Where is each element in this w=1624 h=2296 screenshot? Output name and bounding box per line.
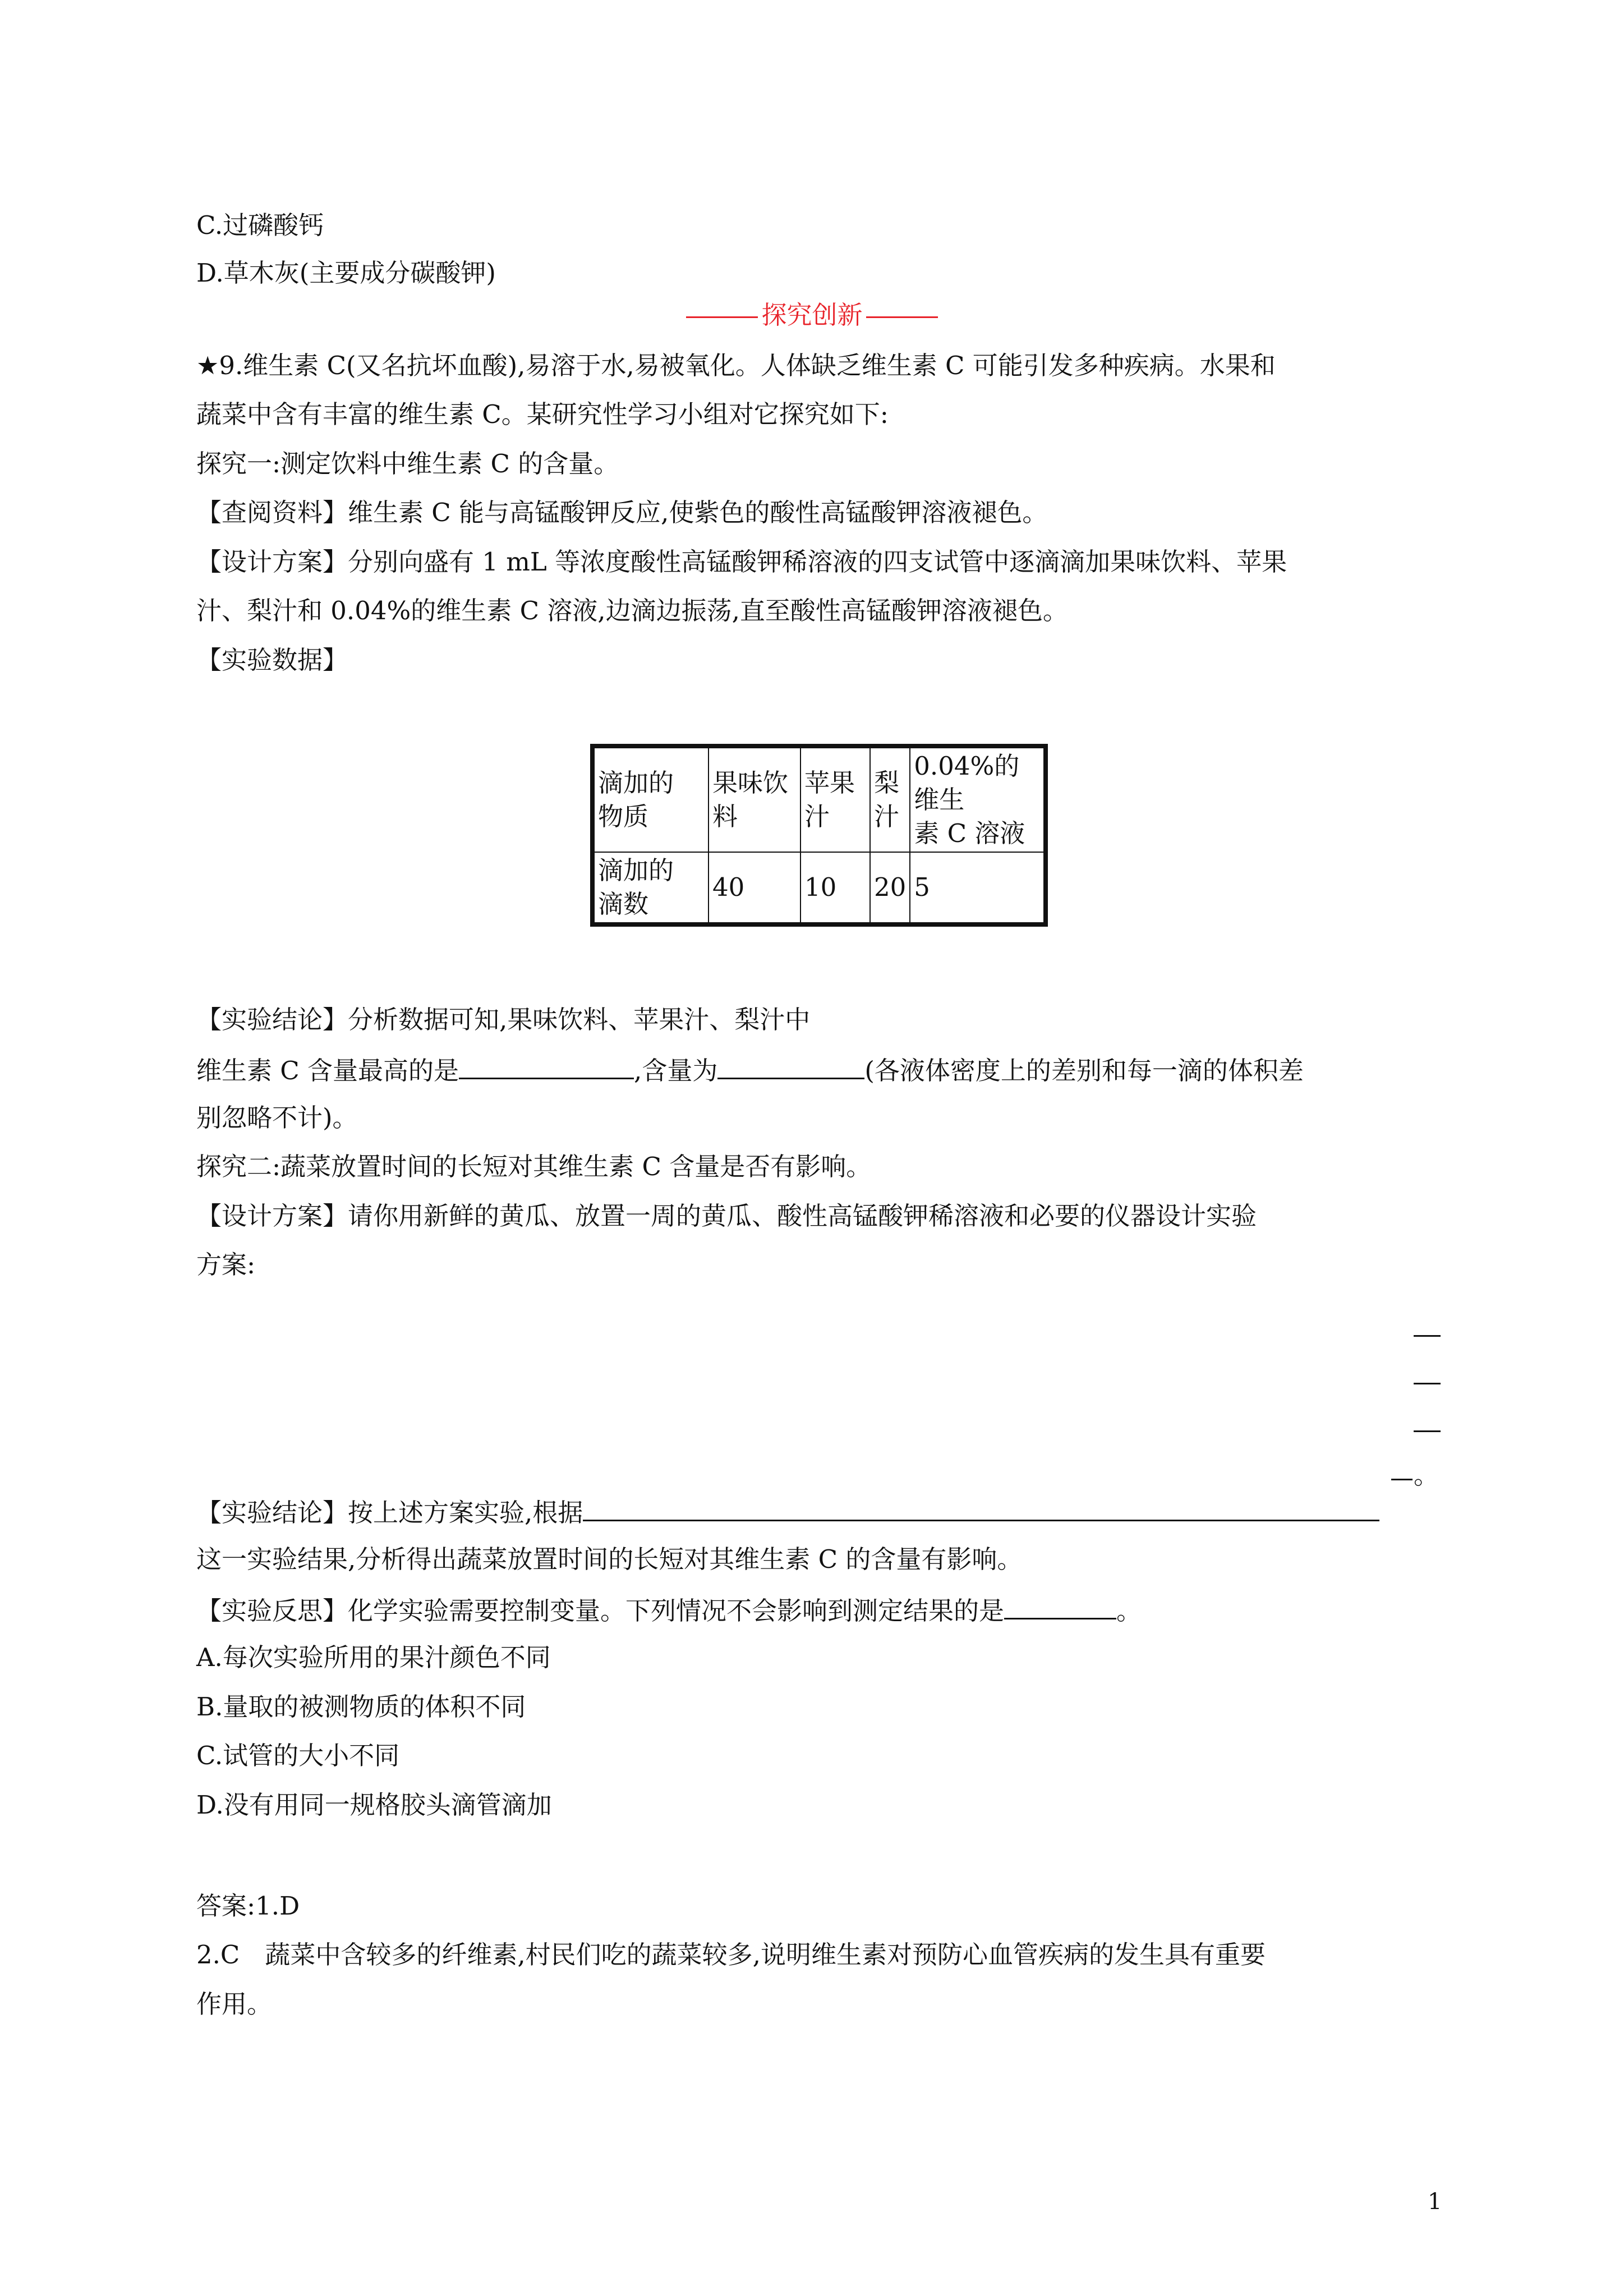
table-cell: 5 xyxy=(910,852,1046,924)
design-plan-line-2: 汁、梨汁和 0.04%的维生素 C 溶液,边滴边振荡,直至酸性高锰酸钾溶液褪色。 xyxy=(196,596,1068,625)
table-cell: 20 xyxy=(870,852,910,924)
table-cell: 40 xyxy=(709,852,801,924)
conclusion-1-line-2: 维生素 C 含量最高的是 ,含量为 (各液体密度上的差别和每一滴的体积差 xyxy=(196,1051,1304,1089)
answer-blank-reflection[interactable] xyxy=(1004,1591,1116,1619)
option-a: A.每次实验所用的果汁颜色不同 xyxy=(196,1642,551,1672)
header-cell: 苹果 汁 xyxy=(801,746,870,852)
q9-intro-line-2: 蔬菜中含有丰富的维生素 C。某研究性学习小组对它探究如下: xyxy=(196,399,889,429)
conclusion-1-line-3: 别忽略不计)。 xyxy=(196,1103,358,1133)
page-number: 1 xyxy=(1428,2189,1442,2215)
header-cell: 0.04%的 维生 素 C 溶液 xyxy=(910,746,1046,852)
star-icon: ★ xyxy=(196,351,219,380)
heading-right-rule xyxy=(866,316,938,318)
option-c: C.试管的大小不同 xyxy=(196,1741,400,1770)
header-cell: 滴加的 物质 xyxy=(592,746,709,852)
end-punctuation: 。 xyxy=(1414,1460,1439,1490)
design-plan-line-1: 【设计方案】分别向盛有 1 mL 等浓度酸性高锰酸钾稀溶液的四支试管中逐滴滴加果味饮料、苹果 xyxy=(196,547,1287,577)
answer-line-1: 答案:1.D xyxy=(196,1891,300,1921)
answer-line-2: 2.C 蔬菜中含较多的纤维素,村民们吃的蔬菜较多,说明维生素对预防心血管疾病的发生具有重要 xyxy=(196,1940,1266,1970)
answer-blank-line[interactable] xyxy=(1414,1383,1441,1384)
section-heading xyxy=(0,297,1624,333)
answer-line-3: 作用。 xyxy=(196,1989,273,2019)
q9-intro-line-1: ★9.维生素 C(又名抗坏血酸),易溶于水,易被氧化。人体缺乏维生素 C 可能引发多种疾病。水果和 xyxy=(196,351,1276,380)
option-b: B.量取的被测物质的体积不同 xyxy=(196,1692,526,1722)
experiment-data-table xyxy=(590,744,1048,927)
option-d-prev: D.草木灰(主要成分碳酸钾) xyxy=(196,258,496,288)
answer-blank-line[interactable] xyxy=(1414,1335,1441,1337)
heading-left-rule xyxy=(686,316,758,318)
design-plan-2-line-2: 方案: xyxy=(196,1250,256,1280)
design-plan-2-line-1: 【设计方案】请你用新鲜的黄瓜、放置一周的黄瓜、酸性高锰酸钾稀溶液和必要的仪器设计实验 xyxy=(196,1201,1257,1231)
answer-blank-highest[interactable] xyxy=(459,1051,634,1079)
option-d: D.没有用同一规格胶头滴管滴加 xyxy=(196,1790,552,1820)
reflection-line: 【实验反思】化学实验需要控制变量。下列情况不会影响到测定结果的是 。 xyxy=(196,1591,1142,1629)
answer-blank-line[interactable] xyxy=(1414,1430,1441,1432)
conclusion-2-line-1: 【实验结论】按上述方案实验,根据 xyxy=(196,1493,1379,1531)
consult-data: 【查阅资料】维生素 C 能与高锰酸钾反应,使紫色的酸性高锰酸钾溶液褪色。 xyxy=(196,498,1048,527)
table-cell: 10 xyxy=(801,852,870,924)
row-label-cell: 滴加的 滴数 xyxy=(592,852,709,924)
conclusion-1-line-1: 【实验结论】分析数据可知,果味饮料、苹果汁、梨汁中 xyxy=(196,1005,811,1034)
header-cell: 梨 汁 xyxy=(870,746,910,852)
table-row xyxy=(592,852,1046,924)
header-cell: 果味饮 料 xyxy=(709,746,801,852)
answer-blank-line[interactable] xyxy=(1391,1479,1413,1480)
inquiry-two: 探究二:蔬菜放置时间的长短对其维生素 C 含量是否有影响。 xyxy=(196,1152,872,1181)
option-c-prev: C.过磷酸钙 xyxy=(196,210,324,240)
table-header-row xyxy=(592,746,1046,852)
section-title-text: 探究创新 xyxy=(761,300,863,330)
inquiry-one: 探究一:测定饮料中维生素 C 的含量。 xyxy=(196,449,619,478)
answer-blank-content[interactable] xyxy=(717,1051,864,1079)
answer-blank-basis[interactable] xyxy=(583,1493,1379,1521)
experiment-data-label: 【实验数据】 xyxy=(196,645,348,675)
conclusion-2-line-2: 这一实验结果,分析得出蔬菜放置时间的长短对其维生素 C 的含量有影响。 xyxy=(196,1544,1023,1574)
